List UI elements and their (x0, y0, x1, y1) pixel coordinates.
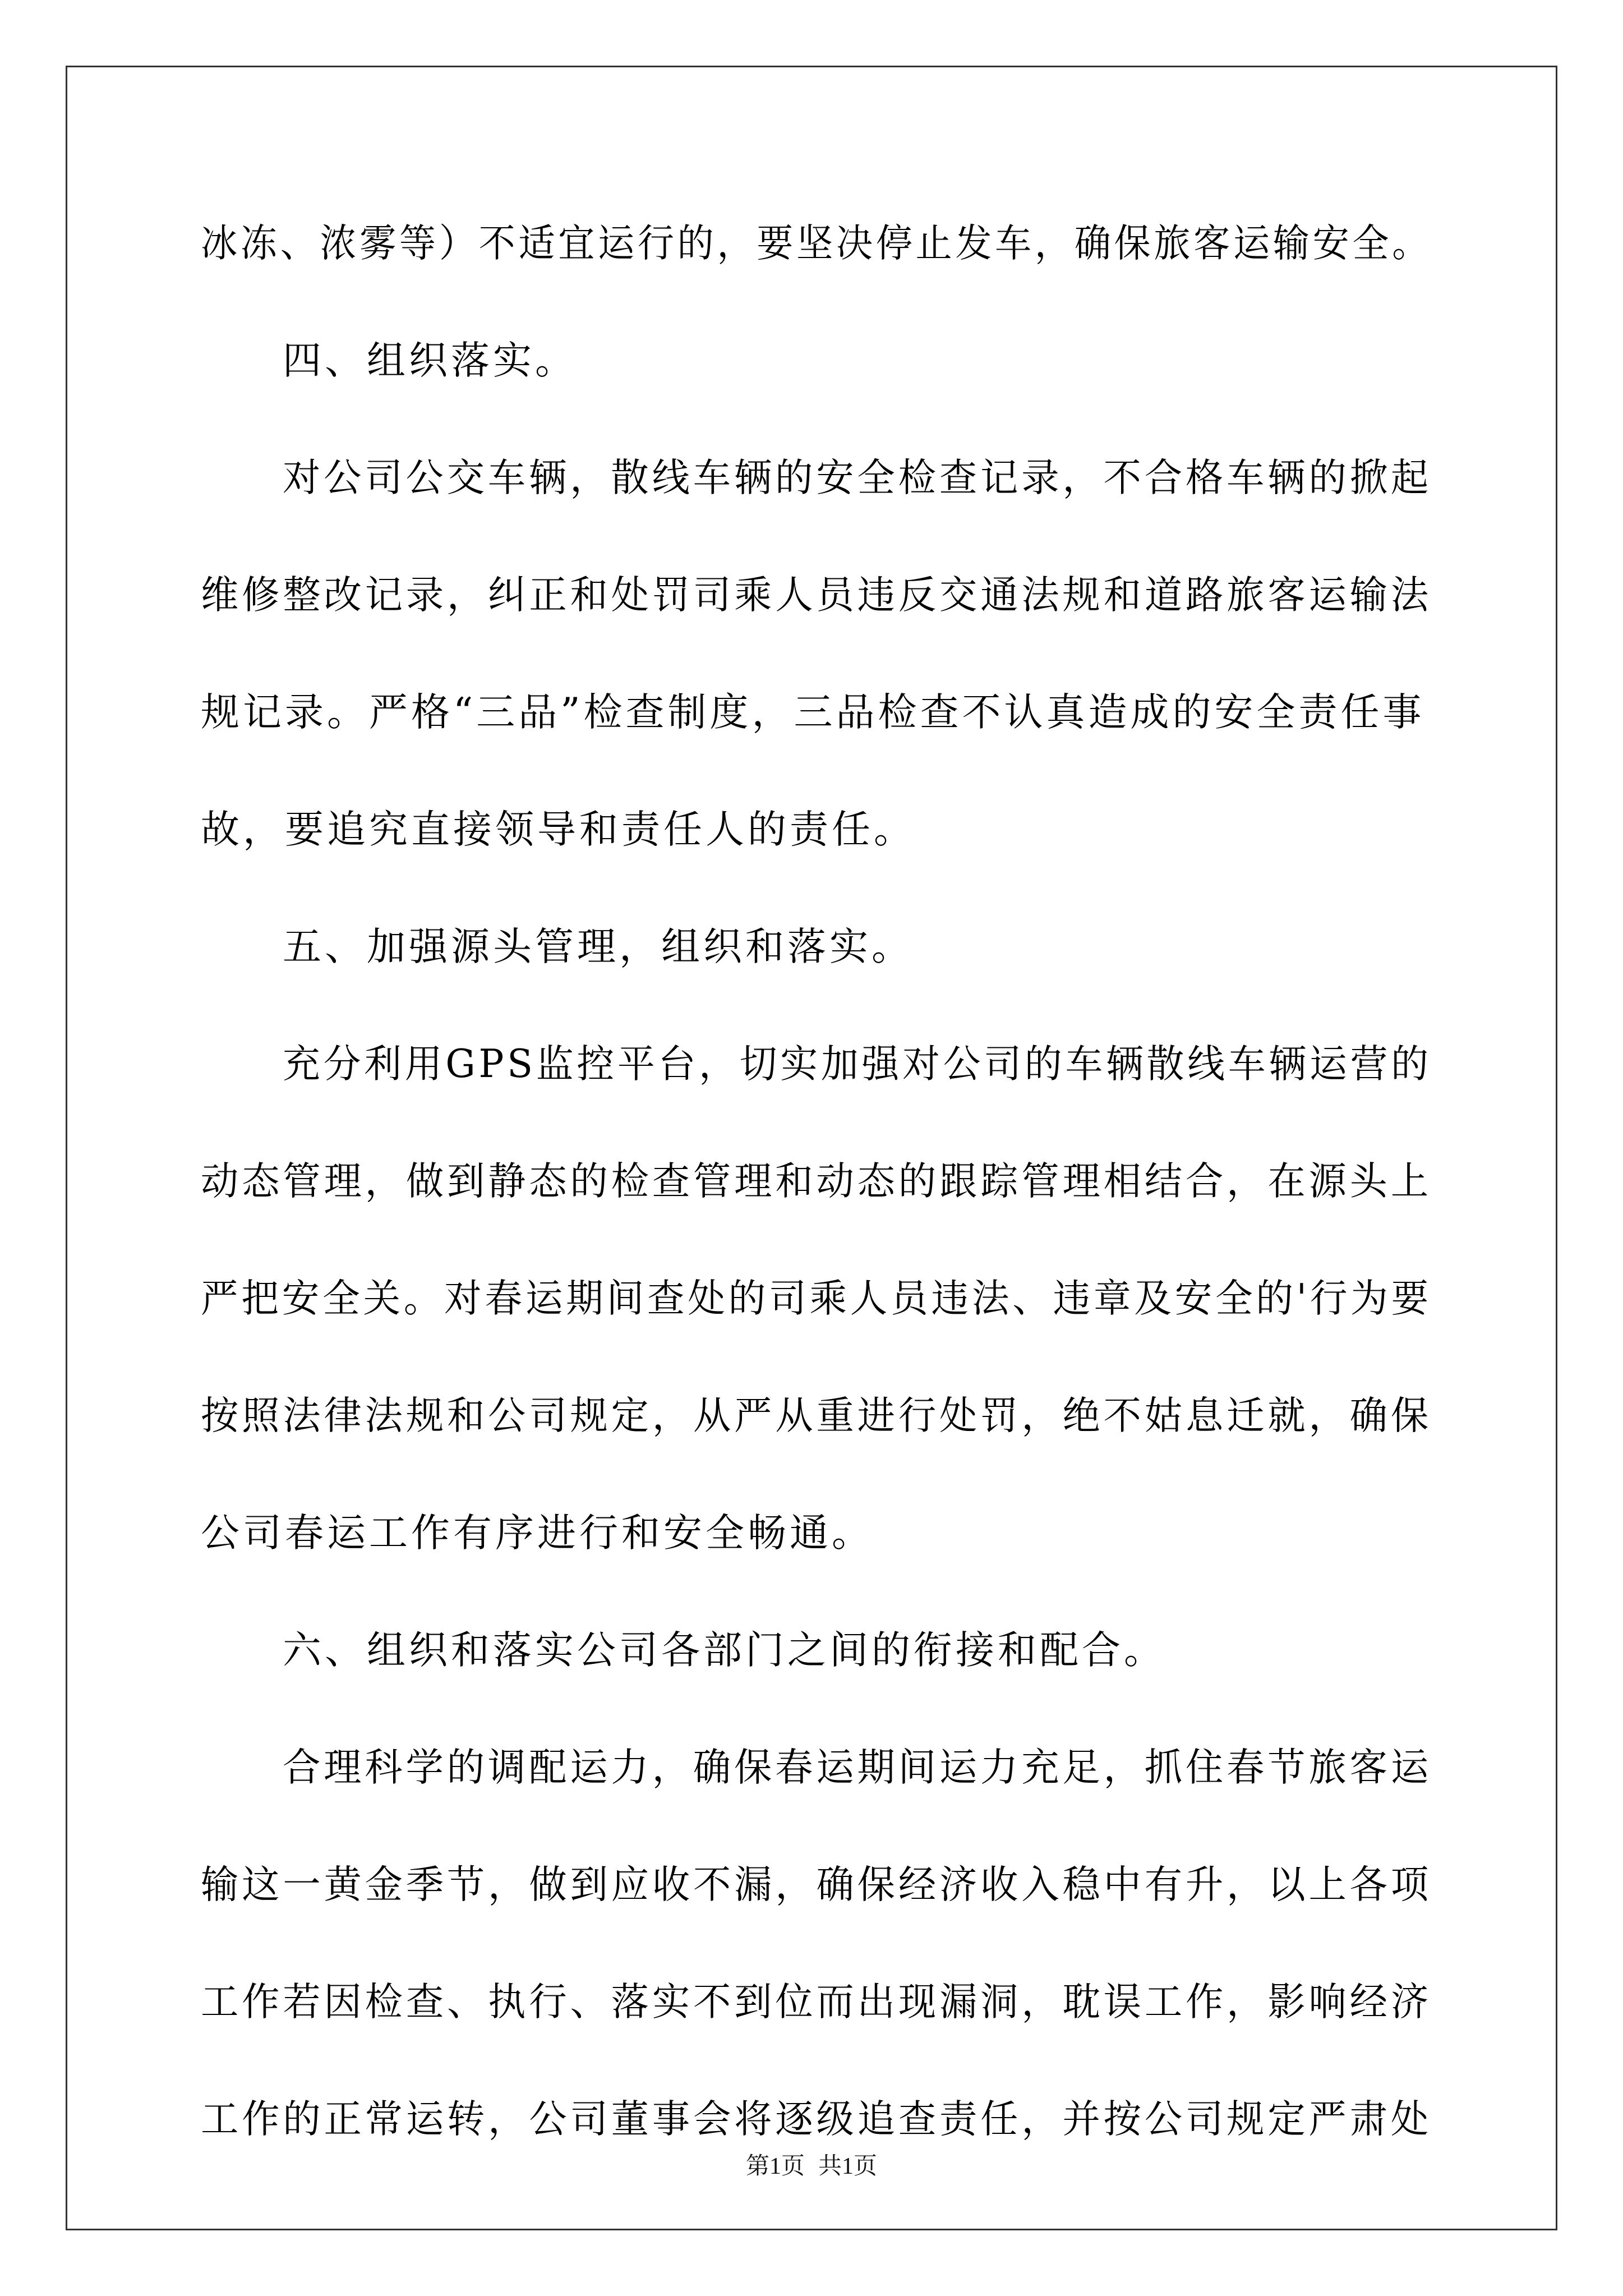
text-line-content: 五、加强源头管理，组织和落实。 (283, 924, 914, 969)
text-line (201, 1742, 1432, 1859)
section-heading (201, 335, 1432, 452)
text-line-content: 工作若因检查、执行、落实不到位而出现漏洞，耽误工作，影响经济 (201, 1980, 1432, 2024)
text-line (201, 1976, 1432, 2093)
text-line-content: 规记录。严格“三品”检查制度，三品检查不认真造成的安全责任事 (201, 690, 1425, 735)
text-line-content: 对公司公交车辆，散线车辆的安全检查记录，不合格车辆的掀起 (283, 455, 1432, 500)
text-line-content: 合理科学的调配运力，确保春运期间运力充足，抓住春节旅客运 (283, 1745, 1432, 1790)
text-line (201, 569, 1432, 687)
text-line-content: 维修整改记录，纠正和处罚司乘人员违反交通法规和道路旅客运输法 (201, 573, 1432, 618)
text-line (201, 218, 1432, 335)
text-line (201, 452, 1432, 569)
text-line (201, 1390, 1432, 1507)
text-line-content: 四、组织落实。 (283, 338, 577, 383)
page-footer (0, 2152, 1623, 2180)
section-heading (201, 1625, 1432, 1742)
text-line (201, 1273, 1432, 1390)
text-line-content: 严把安全关。对春运期间查处的司乘人员违法、违章及安全的'行为要 (201, 1276, 1432, 1321)
text-line (201, 804, 1432, 921)
section-heading (201, 921, 1432, 1038)
text-line-content: 六、组织和落实公司各部门之间的衔接和配合。 (283, 1628, 1166, 1673)
text-line (201, 1859, 1432, 1976)
text-line (201, 1156, 1432, 1273)
text-line-content: 故，要追究直接领导和责任人的责任。 (201, 807, 916, 852)
document-body (201, 218, 1432, 2211)
text-line-content: 公司春运工作有序进行和安全畅通。 (201, 1511, 874, 1556)
page-number: 第1页 (745, 2154, 805, 2179)
text-line-content: 输这一黄金季节，做到应收不漏，确保经济收入稳中有升，以上各项 (201, 1862, 1432, 1907)
page-total: 共1页 (818, 2154, 878, 2179)
text-line-content: 按照法律法规和公司规定，从严从重进行处罚，绝不姑息迁就，确保 (201, 1393, 1432, 1438)
text-line-content: 冰冻、浓雾等）不适宜运行的，要坚决停止发车，确保旅客运输安全。 (201, 221, 1432, 266)
text-line-content: 工作的正常运转，公司董事会将逐级追查责任，并按公司规定严肃处 (201, 2097, 1432, 2142)
text-line-content: 动态管理，做到静态的检查管理和动态的跟踪管理相结合，在源头上 (201, 1159, 1432, 1204)
text-line-content: 充分利用GPS监控平台，切实加强对公司的车辆散线车辆运营的 (283, 1042, 1432, 1087)
text-line (201, 687, 1432, 804)
text-line (201, 1507, 1432, 1625)
text-line (201, 1038, 1432, 1156)
